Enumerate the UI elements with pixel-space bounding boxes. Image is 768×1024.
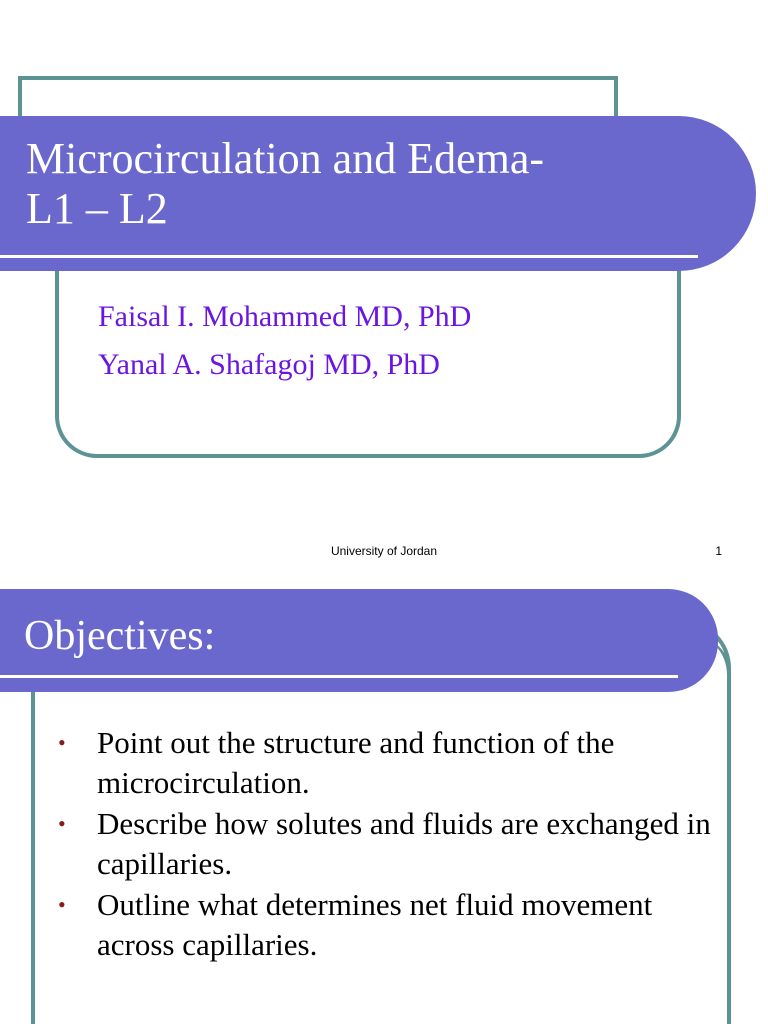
slide-2 (0, 575, 768, 1024)
list-item (58, 723, 718, 803)
title-underline (0, 255, 698, 258)
author-2: Yanal A. Shafagoj MD, PhD (98, 348, 440, 381)
bullet-icon: • (58, 811, 66, 836)
bullet-icon: • (58, 730, 66, 755)
list-item (58, 804, 718, 884)
author-1: Faisal I. Mohammed MD, PhD (98, 300, 472, 333)
list-item (58, 885, 718, 965)
author-list (98, 293, 471, 389)
title-banner (0, 116, 756, 271)
slide-title-line-2: L1 – L2 (26, 184, 168, 233)
list-item-text: Point out the structure and function of the microcirculation. (97, 725, 615, 800)
slide-title-line-1: Microcirculation and Edema- (26, 134, 545, 183)
objectives-banner (0, 589, 718, 692)
bullet-icon: • (58, 892, 66, 917)
page-number: 1 (715, 544, 722, 558)
footer-institution: University of Jordan (330, 544, 438, 558)
objectives-list (58, 723, 718, 966)
objectives-underline (0, 675, 678, 678)
objectives-title: Objectives: (24, 613, 216, 659)
list-item-text: Describe how solutes and fluids are exchanged in capillaries. (97, 806, 711, 881)
list-item-text: Outline what determines net fluid movement across capillaries. (97, 887, 653, 962)
